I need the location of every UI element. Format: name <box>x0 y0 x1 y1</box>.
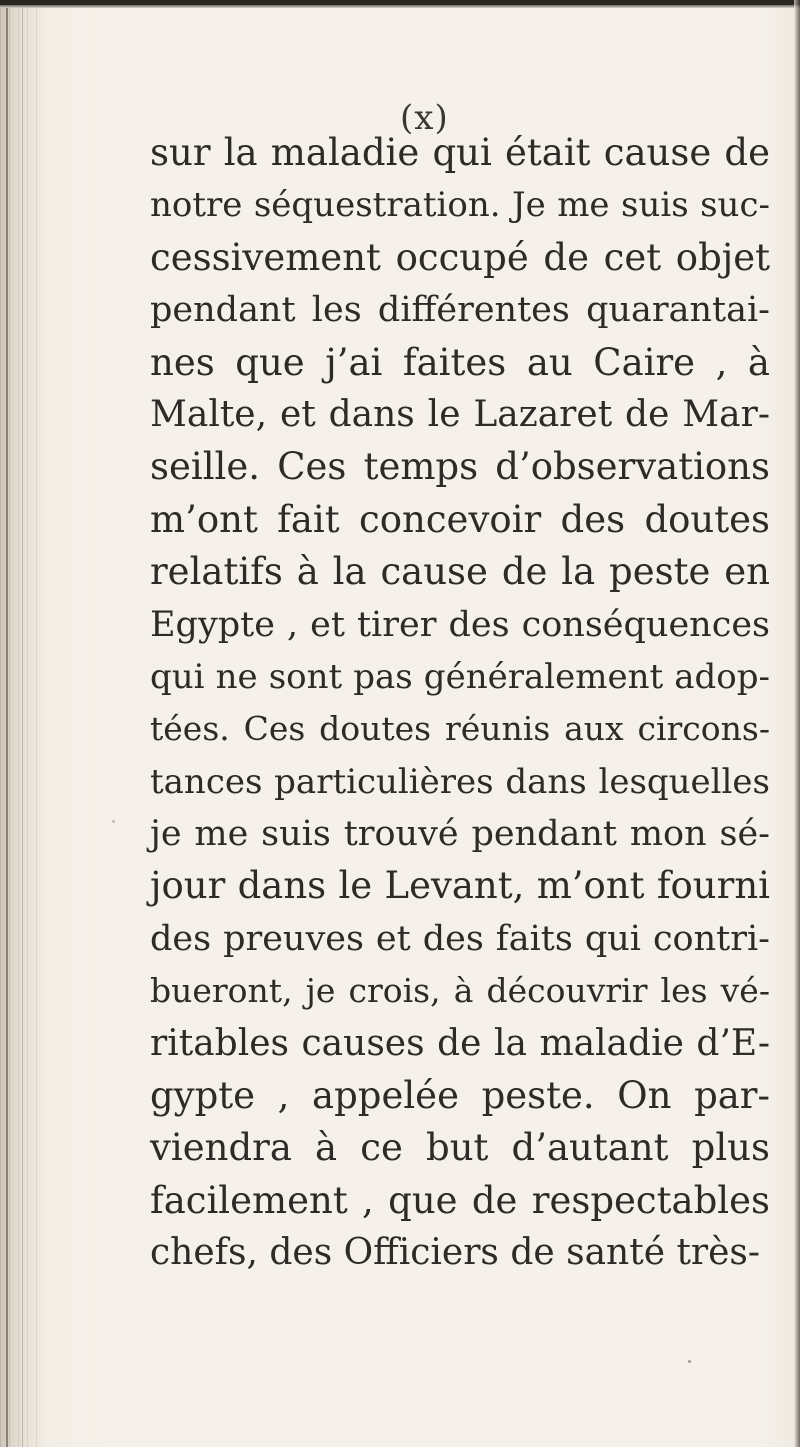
right-page-edge <box>794 0 800 1447</box>
page-number: (x) <box>400 98 449 138</box>
text-line: gypte , appelée peste. On par- <box>150 1074 770 1118</box>
text-line: seille. Ces temps d’observations <box>150 445 770 489</box>
body-text <box>150 127 770 1280</box>
text-line: Malte, et dans le Lazaret de Mar- <box>150 393 770 435</box>
text-line: viendra à ce but d’autant plus <box>150 1126 770 1170</box>
text-line: je me suis trouvé pendant mon sé- <box>150 814 770 855</box>
text-line: chefs, des Officiers de santé très- <box>150 1232 761 1274</box>
paper-speck <box>112 820 115 823</box>
text-line: pendant les différentes quarantai- <box>150 290 770 331</box>
text-line: tances particulières dans lesquelles <box>150 761 770 802</box>
text-line: qui ne sont pas généralement adop- <box>150 656 770 697</box>
paper-speck <box>688 1360 691 1363</box>
top-border-shadow <box>0 5 800 8</box>
binding-shadow-line <box>6 0 8 1447</box>
text-line: bueront, je crois, à découvrir les vé- <box>150 971 770 1011</box>
text-line: jour dans le Levant, m’ont fourni <box>150 864 770 908</box>
binding-shadow-line-secondary <box>22 0 23 1447</box>
text-line: m’ont fait concevoir des doutes <box>150 497 770 541</box>
text-line: facilement , que de respectables <box>150 1178 770 1222</box>
text-line: ritables causes de la maladie d’E- <box>150 1022 770 1064</box>
text-line: cessivement occupé de cet objet <box>150 235 770 279</box>
text-line: notre séquestration. Je me suis suc- <box>150 185 770 226</box>
text-line: nes que j’ai faites au Caire , à <box>150 340 770 384</box>
text-line: sur la maladie qui était cause de <box>150 131 770 174</box>
text-line: des preuves et des faits qui contri- <box>150 918 770 959</box>
text-line: tées. Ces doutes réunis aux circons- <box>150 709 770 749</box>
text-line: relatifs à la cause de la peste en <box>150 550 770 594</box>
text-line: Egypte , et tirer des conséquences <box>150 604 770 645</box>
